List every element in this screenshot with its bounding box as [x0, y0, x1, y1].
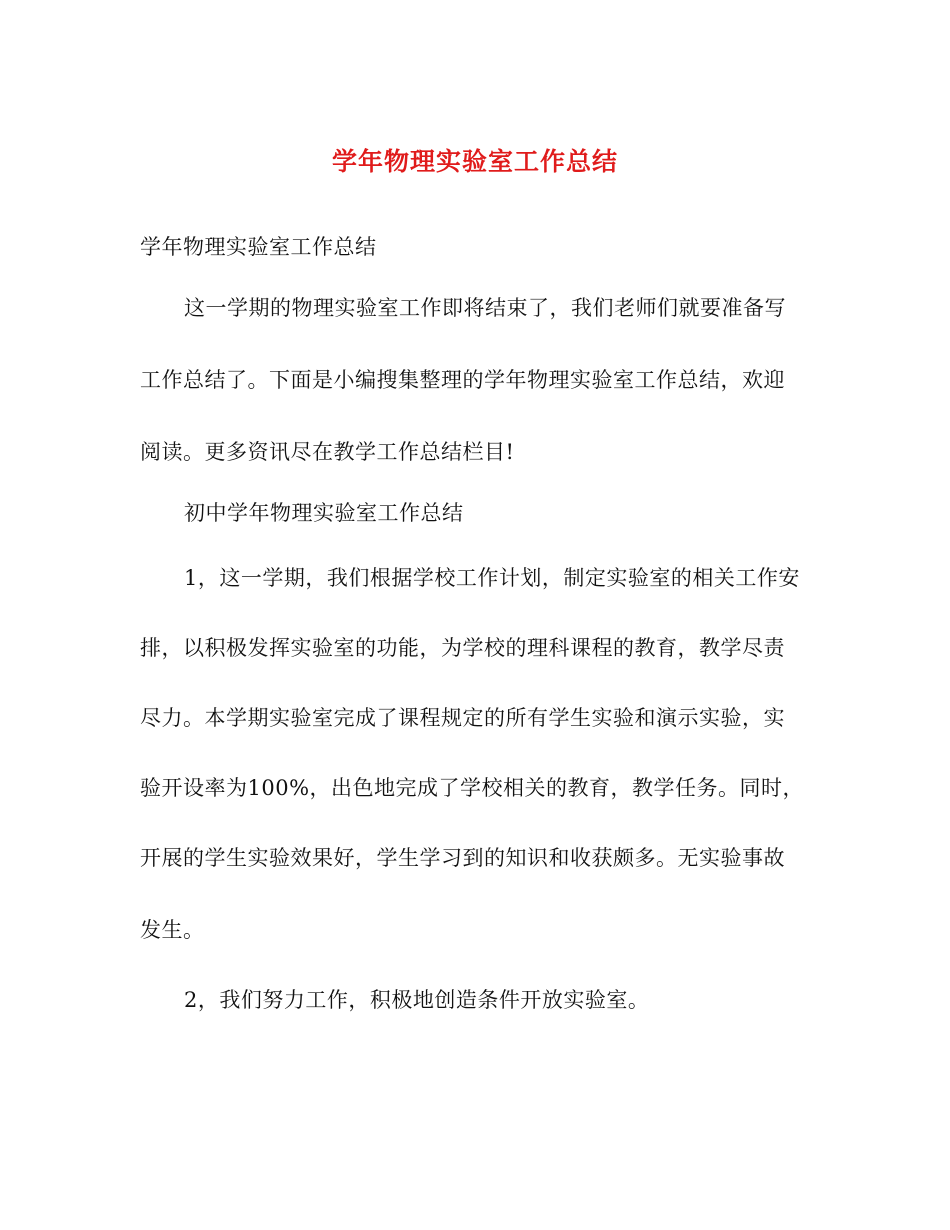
document-subtitle: 学年物理实验室工作总结	[140, 235, 377, 259]
paragraph-line: 阅读。更多资讯尽在教学工作总结栏目!	[140, 440, 515, 464]
document-title: 学年物理实验室工作总结	[331, 147, 618, 176]
paragraph-line: 开展的学生实验效果好，学生学习到的知识和收获颇多。无实验事故	[140, 846, 785, 870]
paragraph-line: 排，以积极发挥实验室的功能，为学校的理科课程的教育，教学尽责	[140, 636, 785, 660]
paragraph-line: 2，我们努力工作，积极地创造条件开放实验室。	[184, 988, 650, 1012]
paragraph-line: 工作总结了。下面是小编搜集整理的学年物理实验室工作总结，欢迎	[140, 368, 785, 392]
section-heading: 初中学年物理实验室工作总结	[184, 501, 464, 525]
paragraph-line: 发生。	[140, 918, 205, 942]
paragraph-line: 验开设率为100%，出色地完成了学校相关的教育，教学任务。同时，	[140, 776, 805, 800]
paragraph-line: 这一学期的物理实验室工作即将结束了，我们老师们就要准备写	[184, 296, 786, 320]
paragraph-line: 尽力。本学期实验室完成了课程规定的所有学生实验和演示实验，实	[140, 706, 785, 730]
paragraph-line: 1，这一学期，我们根据学校工作计划，制定实验室的相关工作安	[184, 566, 800, 590]
